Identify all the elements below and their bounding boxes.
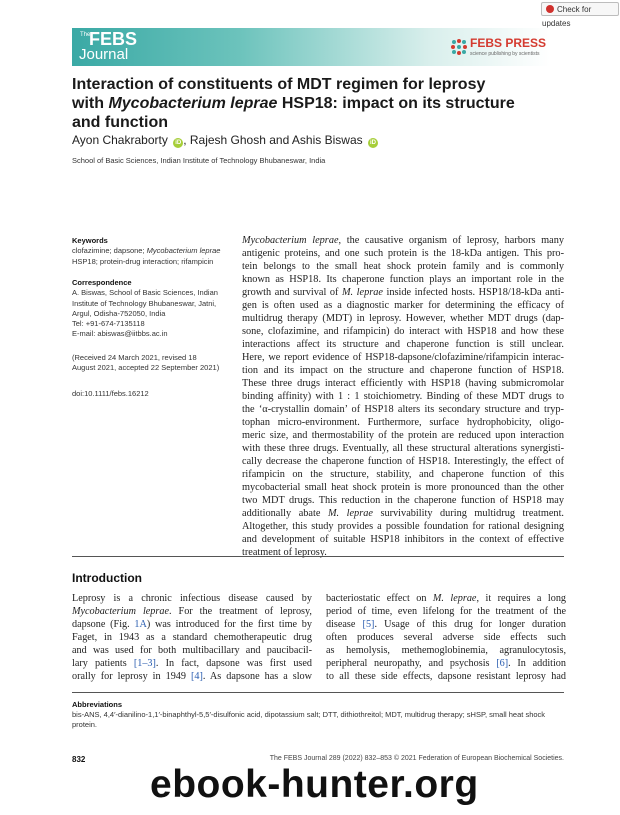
abstract-line: Mycobacterium leprae, the causative organism of leprosy, harbors many — [242, 235, 565, 246]
intro-line: lary patients [1–3]. In fact, dapsone was first used — [72, 658, 312, 669]
correspondence-heading: Correspondence — [72, 278, 132, 287]
febs-press-logo-icon — [450, 38, 468, 56]
intro-line: disease [5]. Usage of this drug for longer duration — [326, 619, 566, 630]
introduction-column-right — [326, 592, 566, 683]
abstract-text — [242, 234, 564, 559]
febs-press-tagline: science publishing by scientists — [470, 51, 540, 57]
abstract-line: growth and survival of M. leprae inside infected hosts. HSP18/18-kDa anti- — [242, 287, 565, 298]
correspondence-line: Argul, Odisha-752050, India — [72, 308, 166, 318]
correspondence-block — [72, 278, 232, 340]
intro-line: bacteriostatic effect on M. leprae, it requires a long — [326, 593, 567, 604]
abstract-line: additionally abate M. leprae survivability during multidrug treatment. — [242, 508, 565, 519]
abbreviations-divider — [72, 692, 564, 693]
abstract-line: interactions affect its structure and chaperone function is still unclear. — [242, 339, 564, 350]
watermark: ebook-hunter.org — [150, 763, 479, 806]
received-line-1: (Received 24 March 2021, revised 18 — [72, 353, 197, 362]
intro-line: period of time, even lifelong for the treatment of the — [326, 606, 566, 617]
abstract-line: treatment of leprosy. — [242, 547, 327, 558]
received-dates — [72, 353, 232, 374]
abstract-line: with these three drugs. Eventually, all these structural alterations synergisti- — [242, 443, 564, 454]
orcid-icon[interactable]: iD — [175, 140, 182, 146]
abstract-line: tion and its impact on the structure and chaperone function of HSP18. — [242, 365, 564, 376]
intro-line: Leprosy is a chronic infectious disease caused by — [72, 593, 312, 604]
intro-line: as hemolysis, methemoglobinemia, agranulocytosis, — [326, 645, 566, 656]
intro-line: to all these side effects, dapsone resistant leprosy had — [326, 671, 566, 682]
correspondence-email[interactable]: E-mail: abiswas@iitbbs.ac.in — [72, 329, 168, 339]
abstract-line: antigenic proteins, and one such protein is the 18-kDa antigen. This pro- — [242, 248, 564, 259]
correspondence-line: Institute of Technology Bhubaneswar, Jatni, — [72, 298, 217, 308]
intro-line: and was used for both multibacillary and paucibacil- — [72, 645, 312, 656]
abstract-line: gen is often used as a diagnostic marker for determining the efficacy of — [242, 300, 564, 311]
correspondence-line: A. Biswas, School of Basic Sciences, Indian — [72, 288, 218, 298]
abstract-line: and development of suitable HSP18 inhibitors in the context of effective — [242, 534, 564, 545]
affiliation: School of Basic Sciences, Indian Institute of Technology Bhubaneswar, India — [72, 156, 326, 165]
introduction-heading: Introduction — [72, 571, 142, 585]
section-divider — [72, 556, 564, 557]
author-list — [72, 133, 378, 148]
intro-line: Mycobacterium leprae. For the treatment of leprosy, — [72, 606, 312, 617]
title-line-3: and function — [72, 114, 168, 131]
abbreviations-text: bis-ANS, 4,4′-dianilino-1,1′-binaphthyl-5,5′-disulfonic acid, dipotassium salt; DTT, dithiothreitol; MDT, multidrug therapy; sHSP, small heat shock protein. — [72, 710, 546, 729]
intro-line: Faget, in 1943 as a standard chemotherapeutic drug — [72, 632, 312, 643]
abstract-line: meric size, and thermostability of the protein are reduced upon interaction — [242, 430, 564, 441]
received-line-2: August 2021, accepted 22 September 2021) — [72, 363, 220, 373]
keywords-line-1: clofazimine; dapsone; — [72, 246, 147, 256]
journal-footer: The FEBS Journal 289 (2022) 832–853 © 2021 Federation of European Biochemical Societies. — [269, 755, 564, 762]
abstract-line: These three drugs interact efficiently with HSP18 (having submicromolar — [242, 378, 564, 389]
correspondence-line: Tel: +91-674-7135118 — [72, 319, 145, 329]
page-number: 832 — [72, 755, 86, 764]
abstract-line: tein belongs to the small heat shock protein family and is commonly — [242, 261, 564, 272]
introduction-column-left — [72, 592, 312, 683]
title-line-2-end: HSP18: impact on its structure — [277, 95, 515, 112]
keywords-heading: Keywords — [72, 236, 108, 245]
author-rest[interactable]: , Rajesh Ghosh and Ashis Biswas — [183, 133, 363, 147]
author-1[interactable]: Ayon Chakraborty — [72, 133, 168, 147]
abstract-line: binding affinity) with 1 : 1 stoichiometry. Binding of these MDT drugs to — [242, 391, 564, 402]
title-line-2-start: with — [72, 95, 109, 112]
article-title — [72, 75, 562, 132]
intro-line: often produces several adverse side effects such — [326, 632, 566, 643]
check-updates-icon — [546, 5, 554, 13]
abstract-line: Altogether, this study provides a possible foundation for rational designing — [242, 521, 564, 532]
title-line-1: Interaction of constituents of MDT regimen for leprosy — [72, 76, 486, 93]
intro-line: dapsone (Fig. 1A) was introduced for the first time by — [72, 619, 312, 630]
keywords-line-2: HSP18; protein-drug interaction; rifampicin — [72, 256, 214, 266]
abstract-line: Here, we report evidence of HSP18-dapsone/clofazimine/rifampicin interac- — [242, 352, 564, 363]
check-for-updates-button[interactable] — [541, 2, 619, 28]
title-line-2 — [72, 94, 562, 113]
title-line-2-italic: Mycobacterium leprae — [108, 95, 278, 112]
febs-press-name: FEBS PRESS — [470, 36, 547, 50]
abstract-line: the ‘α-crystallin domain’ of HSP18 alters its secondary structure and tryp- — [242, 404, 564, 415]
intro-line: orally for leprosy in 1949 [4]. As dapsone has a slow — [72, 671, 312, 682]
abbreviations-heading: Abbreviations — [72, 700, 123, 709]
keywords-line-1-italic: Mycobacterium leprae — [146, 246, 221, 256]
abstract-line: rifampicin on the structure, stability, and chaperone function of this — [242, 469, 564, 480]
doi-link[interactable]: doi:10.1111/febs.16212 — [72, 389, 149, 398]
journal-logo-febs-text: FEBS — [89, 29, 138, 49]
abstract-line: sone, clofazimine, and rifampicin) do interact with HSP18 and how these — [242, 326, 564, 337]
orcid-icon[interactable]: iD — [369, 140, 376, 146]
keywords-block — [72, 236, 232, 267]
journal-logo-the: The — [80, 32, 91, 38]
abstract-line: two MDT drugs. This reduction in the chaperone function of HSP18 may — [242, 495, 564, 506]
journal-logo-journal: Journal — [79, 46, 129, 63]
abstract-line: cally decrease the chaperone function of HSP18. Interestingly, the effect of — [242, 456, 564, 467]
abstract-line: multidrug therapy (MDT) in leprosy. However, whether MDT drugs (dap- — [242, 313, 564, 324]
abstract-line: mycobacterial small heat shock protein is more pronounced than the other — [242, 482, 564, 493]
check-updates-label: Check for updates — [542, 5, 592, 28]
abstract-line: tophan micro-environment. Furthermore, surface hydrophobicity, oligo- — [242, 417, 564, 428]
intro-line: peripheral neuropathy, and psychosis [6]. In addition — [326, 658, 566, 669]
abstract-line: known as HSP18. Its chaperone function plays an important role in the — [242, 274, 564, 285]
